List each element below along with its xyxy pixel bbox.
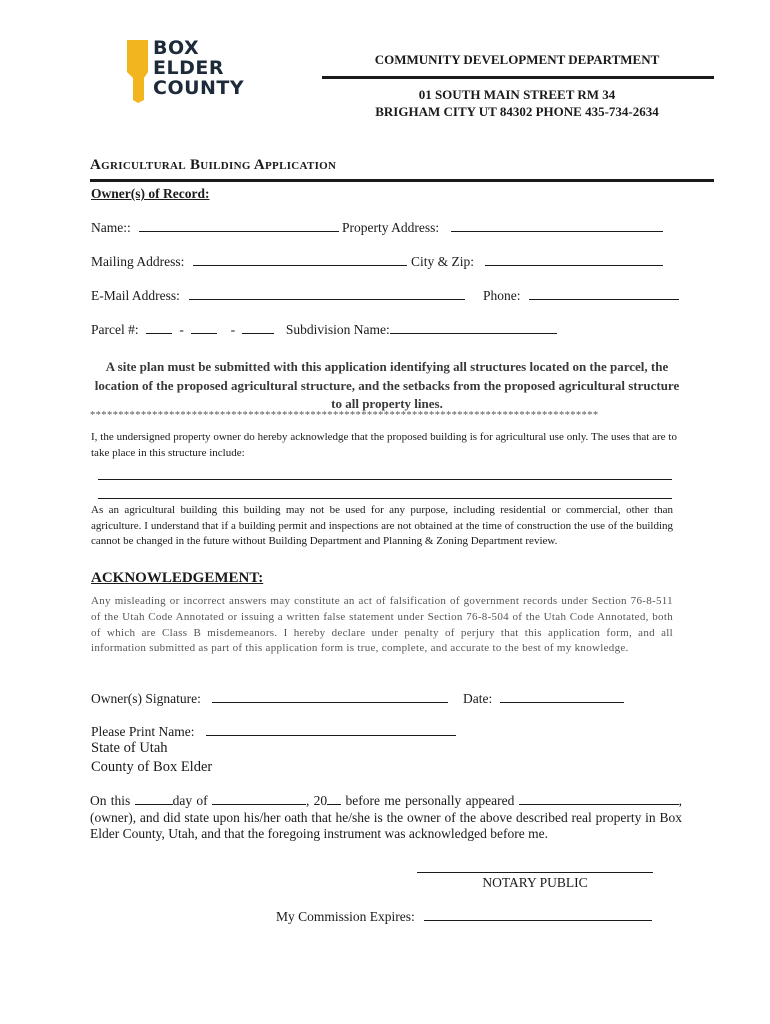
property-address-label: Property Address: bbox=[342, 220, 440, 235]
uses-line-2[interactable] bbox=[98, 498, 672, 499]
name-field[interactable] bbox=[139, 219, 339, 232]
acknowledgement-body: Any misleading or incorrect answers may constitute an act of falsification of government records under Section 76-8-511 of the Utah Code Annotated or issuing a written false statement under Section 76-8-504 of the Utah Code Annotated, both of which are Class B misdemeanors. I hereby declare under penalty of perjury that this application form, and all information submitted as part of this application form is true, complete, and accurate to the best of my knowledge. bbox=[91, 595, 673, 655]
mailing-address-label: Mailing Address: bbox=[91, 254, 185, 269]
date-label: Date: bbox=[463, 691, 493, 706]
notary-month-field[interactable] bbox=[212, 792, 306, 805]
property-address-field[interactable] bbox=[451, 219, 663, 232]
commission-expires-field[interactable] bbox=[424, 908, 652, 921]
acknowledgement-heading: ACKNOWLEDGEMENT: bbox=[91, 570, 264, 586]
owner-signature-label: Owner(s) Signature: bbox=[91, 691, 201, 706]
phone-label: Phone: bbox=[483, 288, 521, 303]
parcel-field-1[interactable] bbox=[146, 321, 172, 334]
mailing-address-row bbox=[91, 253, 407, 270]
logo-line-county: COUNTY bbox=[153, 77, 245, 99]
box-elder-county-logo-mark-icon bbox=[124, 38, 152, 104]
notary-county: County of Box Elder bbox=[91, 759, 213, 775]
title-divider bbox=[90, 179, 714, 182]
commission-row bbox=[276, 908, 652, 925]
on-this-text: On this bbox=[90, 793, 131, 808]
print-name-label: Please Print Name: bbox=[91, 724, 195, 739]
county-logo-text bbox=[153, 38, 273, 98]
notary-body-rest: (owner), and did state upon his/her oath that he/she is the owner of the above described real property in Box Elder County, Utah, and that the foregoing instrument was acknowledged before me. bbox=[90, 809, 682, 841]
city-zip-row bbox=[411, 253, 663, 270]
parcel-field-2[interactable] bbox=[191, 321, 217, 334]
address-line-1: 01 SOUTH MAIN STREET RM 34 bbox=[418, 87, 616, 102]
notary-state: State of Utah bbox=[91, 740, 168, 756]
agricultural-use-statement: As an agricultural building this building may not be used for any purpose, including residential or commercial, other than agriculture. I understand that if a building permit and inspections are not obtained at the time of construction the use of the building cannot be changed in the future without Building Department and Planning & Zoning Department review. bbox=[91, 504, 673, 547]
day-of-text: day of bbox=[172, 793, 208, 808]
phone-row bbox=[483, 287, 679, 304]
email-field[interactable] bbox=[189, 287, 465, 300]
address-line-2: BRIGHAM CITY UT 84302 PHONE 435-734-2634 bbox=[375, 104, 659, 119]
appeared-name-field[interactable] bbox=[519, 792, 679, 805]
date-field[interactable] bbox=[500, 690, 624, 703]
comma-text: , bbox=[678, 793, 683, 808]
uses-line-1[interactable] bbox=[98, 479, 672, 480]
undersigned-statement: I, the undersigned property owner do hereby acknowledge that the proposed building is for agricultural use only. The uses that are to take place in this structure include: bbox=[91, 431, 677, 459]
parcel-separator-2: - bbox=[230, 322, 236, 337]
phone-field[interactable] bbox=[529, 287, 679, 300]
mailing-address-field[interactable] bbox=[193, 253, 407, 266]
form-title: Agricultural Building Application bbox=[90, 157, 337, 173]
notary-public-label: NOTARY PUBLIC bbox=[482, 875, 588, 890]
twenty-text: , 20 bbox=[305, 793, 328, 808]
city-zip-label: City & Zip: bbox=[411, 254, 475, 269]
email-label: E-Mail Address: bbox=[91, 288, 180, 303]
star-divider: ****************************************************************************************** bbox=[90, 410, 599, 421]
notary-signature-line[interactable] bbox=[417, 872, 653, 873]
notary-day-field[interactable] bbox=[135, 792, 173, 805]
print-name-field[interactable] bbox=[206, 723, 456, 736]
parcel-label: Parcel #: bbox=[91, 322, 139, 337]
before-me-text: before me personally appeared bbox=[345, 793, 515, 808]
commission-expires-label: My Commission Expires: bbox=[276, 909, 415, 924]
logo-line-box: BOX bbox=[153, 37, 200, 59]
subdivision-label: Subdivision Name: bbox=[285, 322, 390, 337]
parcel-separator-1: - bbox=[179, 322, 184, 337]
subdivision-field[interactable] bbox=[390, 321, 557, 334]
name-label: Name:: bbox=[91, 220, 131, 235]
owner-signature-field[interactable] bbox=[212, 690, 448, 703]
email-row bbox=[91, 287, 465, 304]
notary-year-field[interactable] bbox=[327, 792, 341, 805]
parcel-row bbox=[91, 321, 557, 338]
property-address-row bbox=[342, 219, 663, 236]
logo-line-elder: ELDER bbox=[153, 57, 224, 79]
parcel-field-3[interactable] bbox=[242, 321, 274, 334]
city-zip-field[interactable] bbox=[485, 253, 663, 266]
header-divider bbox=[322, 76, 714, 79]
notary-statement bbox=[90, 792, 682, 843]
department-name: COMMUNITY DEVELOPMENT DEPARTMENT bbox=[374, 52, 660, 67]
date-row bbox=[463, 690, 624, 707]
owner-signature-row bbox=[91, 690, 448, 707]
name-row bbox=[91, 219, 339, 236]
owners-heading: Owner(s) of Record: bbox=[91, 186, 210, 201]
print-name-row bbox=[91, 723, 456, 740]
site-plan-notice: A site plan must be submitted with this application identifying all structures located on the parcel, the location of the proposed agricultural structure, and the setbacks from the proposed agricultural structure to all property lines. bbox=[94, 359, 680, 411]
